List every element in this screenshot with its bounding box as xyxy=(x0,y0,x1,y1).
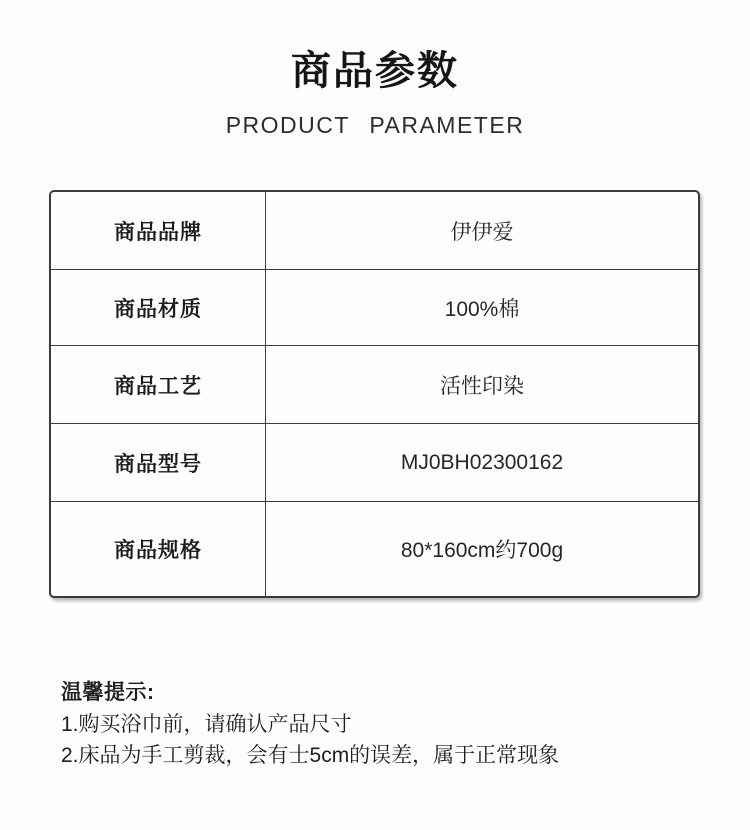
row-label: 商品材质 xyxy=(114,297,202,321)
tips-section xyxy=(61,677,559,772)
row-value: 活性印染 xyxy=(265,346,698,423)
row-value: 100%棉 xyxy=(265,270,698,345)
parameter-table xyxy=(49,190,700,598)
row-value: MJ0BH02300162 xyxy=(265,424,698,501)
table-row-craft xyxy=(51,345,698,423)
row-label: 商品品牌 xyxy=(114,220,202,244)
table-row-brand xyxy=(51,192,698,269)
tips-line-1: 1.购买浴巾前，请确认产品尺寸 xyxy=(61,712,352,736)
row-value: 伊伊爱 xyxy=(265,192,698,269)
tips-heading: 温馨提示: xyxy=(61,681,155,704)
page-subtitle: PRODUCT PARAMETER xyxy=(225,112,525,138)
row-label: 商品规格 xyxy=(114,539,202,562)
table-row-spec xyxy=(51,501,698,596)
table-row-model xyxy=(51,423,698,501)
table-row-material xyxy=(51,269,698,345)
row-label: 商品工艺 xyxy=(114,374,202,398)
tips-line-2: 2.床品为手工剪裁，会有士5cm的误差，属于正常现象 xyxy=(61,744,560,767)
row-value: 80*160cm约700g xyxy=(265,502,698,596)
row-label: 商品型号 xyxy=(114,452,202,476)
page-title: 商品参数 xyxy=(291,49,459,93)
